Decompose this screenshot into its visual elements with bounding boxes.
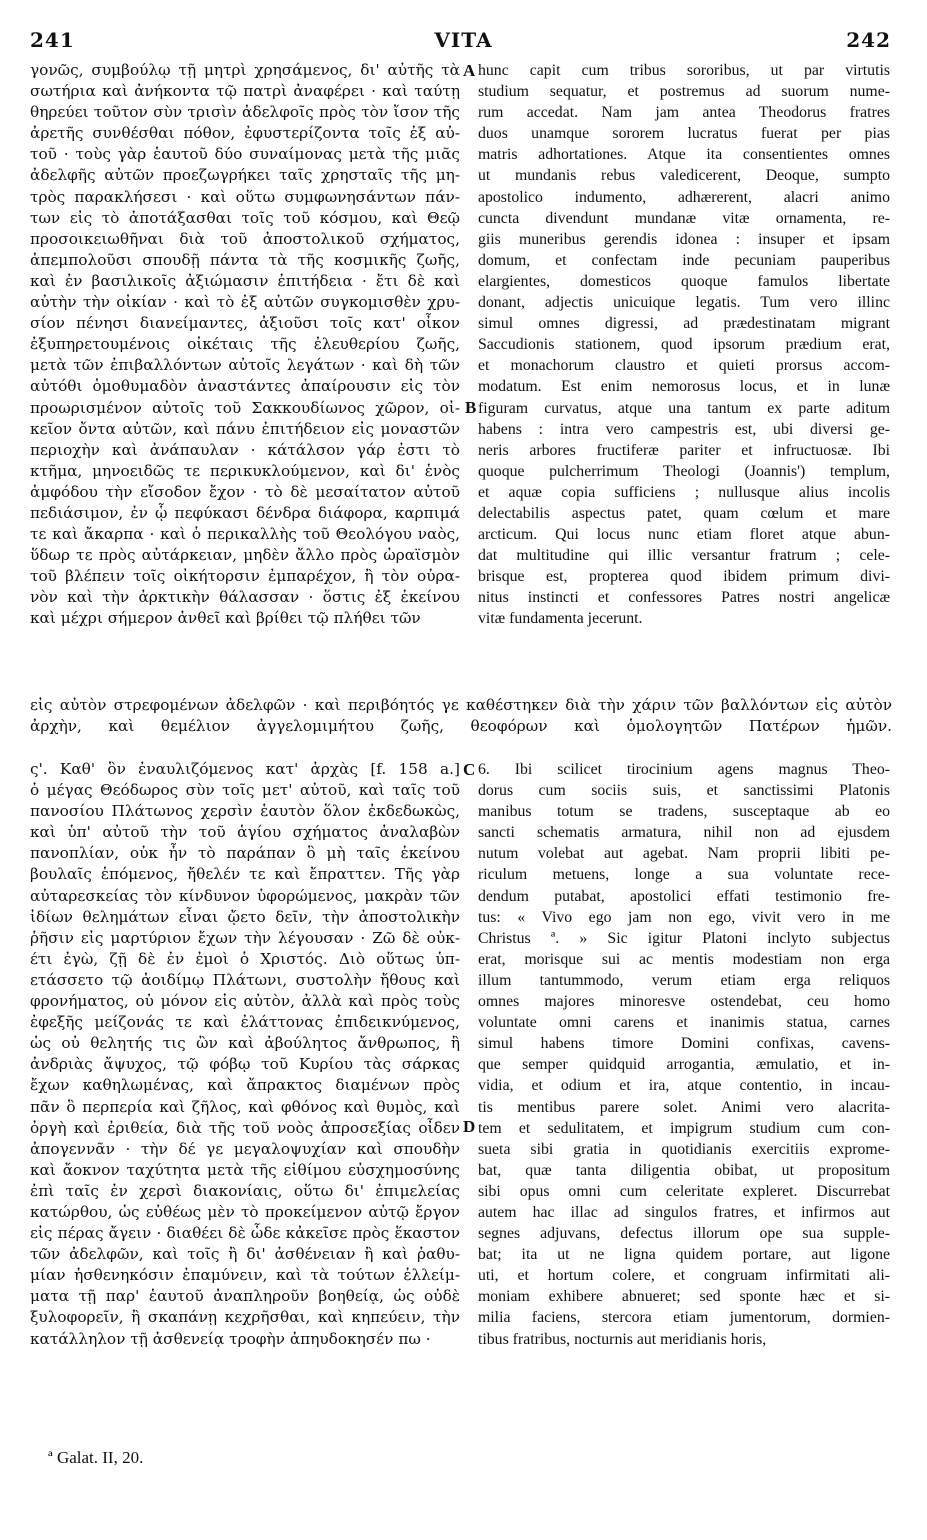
text-line: τοῦ βλέπειν τοῖς οἰκήτορσιν ἐμπαρέχον, ἢ τὸν οὐρα- xyxy=(30,567,460,586)
text-line: μετὰ τῶν ἐπιβαλλόντων αὐτοῖς λεγάτων · καὶ δὴ τῶν xyxy=(30,356,460,375)
text-line: tis mentibus parere solet. Animi vero alacrita- xyxy=(478,1098,890,1116)
text-line: αὐταρεσκείας τὸν κίνδυνον ὑφορώμενος, μακρὰν τῶν xyxy=(30,886,460,905)
text-line: elargientes, domesticos quoque famulos libertate xyxy=(478,272,890,290)
text-line: ς'. Καθ' ὃν ἐναυλιζόμενος κατ' ἀρχὰς [f. 158 a.] xyxy=(30,760,460,778)
text-line: πανοπλίαν, οὐκ ἦν τὸ παράπαν ὃ μὴ ταῖς ἐκείνου xyxy=(30,844,460,863)
text-line: κτῆμα, μηνοειδῶς τε περικυκλούμενον, καὶ δι' ἑνὸς xyxy=(30,461,460,480)
text-line: πᾶν ὃ περπερία καὶ ζῆλος, καὶ φθόνος καὶ θυμὸς, καὶ xyxy=(30,1097,460,1116)
text-line: dat multitudine qui illic versantur fratrum ; cele- xyxy=(478,547,890,565)
right-page-number: 242 xyxy=(846,28,891,52)
text-line: ὡς οὐ θελητής τις ὢν καὶ ἀβούλητος ἄνθρωπος, ἢ xyxy=(30,1034,460,1053)
text-line: illum tantummodo, verum etiam erga reliquos xyxy=(478,971,890,989)
text-line: autem hac illac ad singulos fratres, et infirmos aut xyxy=(478,1203,890,1221)
text-line: ὁ μέγας Θεόδωρος σὺν τοῖς μετ' αὐτοῦ, καὶ ταῖς τοῦ xyxy=(30,781,460,800)
text-line: φρονήματος, οὐ μόνον εἰς αὐτὸν, ἀλλὰ καὶ πρὸς τοὺς xyxy=(30,992,460,1011)
latin-column-top xyxy=(478,60,890,630)
text-line: αὐτόθι ὁμοθυμαδὸν ἀναστάντες ἀπαίρουσιν εἰς τὸν xyxy=(30,377,460,396)
text-line: ἀρετῆς συνθέσθαι πόθον, ἐφυστερίζοντα τοῖς ἐξ αὐ- xyxy=(30,124,460,143)
text-line: bat, quæ tanta diligentia obibat, ut propositum xyxy=(478,1161,890,1179)
text-line: nitus instincti et confessores Patres nostri angelicæ xyxy=(478,589,890,607)
text-line: εἰς αὐτὸν στρεφομένων ἀδελφῶν · καὶ περιβόητός γε καθέστηκεν διὰ τὴν χάριν τῶν βαλλόντων εἰς αὐτὸν xyxy=(30,696,892,714)
text-line: αὐτὴν τὴν οἰκίαν · καὶ τὸ ἐξ αὐτῶν συγκομισθὲν χρυ- xyxy=(30,293,460,312)
text-line: 6. Ibi scilicet tirocinium agens magnus Theo- xyxy=(478,761,890,778)
text-line: brisque est, propterea quod ibidem primum divi- xyxy=(478,568,890,586)
text-line: cuncta divendunt mundanæ vitæ ornamenta, re- xyxy=(478,209,890,227)
text-line: έτι ἐγὼ, ζῇ δὲ ἐν ἐμοὶ ὁ Χριστός. Διὸ οὕτως ὑπ- xyxy=(30,949,460,968)
text-line: ματα τῇ παρ' ἑαυτοῦ ἀναπληροῦν βοηθείᾳ, ὡς οὐδὲ xyxy=(30,1287,460,1306)
text-line: τε καὶ ἄκαρπα · καὶ ὁ περικαλλὴς τοῦ Θεολόγου ναὸς, xyxy=(30,525,460,544)
text-line: omnes majores minoresve ostendebat, ceu homo xyxy=(478,993,890,1011)
margin-mark-a: A xyxy=(463,61,476,80)
text-line: delectabilis aspectus patet, quam cœlum et mare xyxy=(478,504,890,522)
text-line: erat, morisque sui ac mentis modestiam non erga xyxy=(478,950,890,968)
text-line: κατώρθου, ὡς εὐθέως μὲν τὸ προκείμενον αὐτῷ ἔργον xyxy=(30,1202,460,1221)
text-line: studium sequatur, et postremus ad suorum nume- xyxy=(478,83,890,101)
text-line: ἀπογεννᾶν · τὴν δέ γε μεγαλοψυχίαν καὶ σπουδὴν xyxy=(30,1139,460,1158)
text-line: nutum volebat aut agebat. Nam proprii libiti pe- xyxy=(478,845,890,863)
text-line: ἔχων καθηλωμένας, καὶ ἄπρακτος διαμένων πρὸς xyxy=(30,1076,460,1095)
text-line: ἐφεξῆς μείζονάς τε καὶ ἐλάττονας ἐπιδεικνύμενος, xyxy=(30,1013,460,1032)
text-line: dorus cum sociis suis, et sanctissimi Platonis xyxy=(478,782,890,800)
text-line: rum accedat. Nam jam antea Theodorus fratres xyxy=(478,104,890,122)
text-line: ὕδωρ τε πρὸς αὐτάρκειαν, μηδὲν ἄλλο πρὸς ὡραϊσμὸν xyxy=(30,546,460,565)
text-line: manibus totum se tradens, susceptaque ab eo xyxy=(478,803,890,821)
text-line: tibus fratribus, nocturnis aut meridianis horis, xyxy=(478,1330,767,1348)
text-line: que semper quidquid arrogantia, æmulatio, et in- xyxy=(478,1056,890,1074)
text-line: matris adhortationes. Atque ita consentientes omnes xyxy=(478,146,890,164)
text-line: apostolico indumento, adhærerent, alacri animo xyxy=(478,188,890,206)
text-line: sibi opus omni cum celeritate expleret. Discurrebat xyxy=(478,1182,890,1200)
text-line: simul omnes digressi, ad prædestinatam migrant xyxy=(478,315,890,333)
text-line: arcticum. Qui locus nunc etiam floret atque abun- xyxy=(478,526,890,544)
text-line: tem et sedulitatem, et impigrum studium cum con- xyxy=(478,1119,890,1137)
text-line: domum, et confectam inde pecuniam pauperibus xyxy=(478,251,890,269)
text-line: quoque pulcherrimum Theologi (Joannis') templum, xyxy=(478,462,890,480)
text-line: καὶ ἐν βασιλικοῖς ἀξιώμασιν ἐπιτήδεια · ἔτι δὲ καὶ xyxy=(30,271,460,290)
text-line: tus: « Vivo ego jam non ego, vivit vero in me xyxy=(478,908,890,926)
text-line: uti, et hortum colere, et congruam infirmitati ali- xyxy=(478,1267,890,1285)
text-line: donant, adjectis unicuique legatis. Tum vero illinc xyxy=(478,294,890,312)
running-title: VITA xyxy=(434,28,493,52)
text-line: πεδιάσιμον, ἐν ᾧ πεφύκασι δένδρα διάφορα, καρπιμά xyxy=(30,503,460,522)
text-line: πανοσίου Πλάτωνος χερσὶν ἑαυτὸν ὅλον ἐκδεδωκὼς, xyxy=(30,802,460,821)
text-line: ἀδελφῆς αὐτῶν προεζωγρήκει ταῖς χρησταῖς τῆς μη- xyxy=(30,166,460,185)
text-line: εἰς πέρας ἄγειν · διαθέει δὲ ὧδε κἀκεῖσε πρὸς ἕκαστον xyxy=(30,1224,460,1243)
text-line: hunc capit cum tribus sororibus, ut par virtutis xyxy=(478,62,890,79)
text-line: modatum. Est enim nemorosus locus, et in lunæ xyxy=(478,378,890,396)
text-line: Saccudionis stationem, quod ipsorum prædium erat, xyxy=(478,336,890,354)
text-line: ἀμφόδου τὴν εἴσοδον ἔχον · τὸ δὲ μεσαίτατον αὐτοῦ xyxy=(30,482,460,501)
margin-mark-b: B xyxy=(465,398,477,417)
text-line: sancti schematis armatura, nihil non ad ejusdem xyxy=(478,824,890,842)
text-line: moniam exhibere abnueret; sed sponte hæc et si- xyxy=(478,1288,890,1306)
text-line: περιοχὴν καὶ ἀνάπαυλαν · κάτάλσον γάρ ἐστι τὸ xyxy=(30,440,460,459)
text-line: καὶ ἄοκνον ταχύτητα μετὰ τῆς εἰθίμου εὐσχημοσύνης xyxy=(30,1160,460,1179)
text-line: bat; ita ut ne ligna quidem portare, aut ligone xyxy=(478,1246,890,1264)
text-line: ἐξυπηρετουμένοις οἰκέταις τῆς ἐλευθερίου ζωῆς, xyxy=(30,335,460,354)
text-line: milia faciens, stercora etiam jumentorum, dormien- xyxy=(478,1309,890,1327)
text-line: ῥῆσιν εἰς μαρτύριον ἔχων τὴν λέγουσαν · Ζῶ δὲ οὐκ- xyxy=(30,928,460,947)
text-line: duos unamque sororem lucratus fuerat per pias xyxy=(478,125,890,143)
text-line: γονῶς, συμβούλῳ τῇ μητρὶ χρησάμενος, δι' αὐτῆς τὰ xyxy=(30,61,460,79)
greek-column-bottom xyxy=(30,759,460,1350)
text-line: et monachorum claustro et quieti prorsus accom- xyxy=(478,357,890,375)
text-line: Christus ª. » Sic igitur Platoni inclyto subjectus xyxy=(478,929,890,947)
text-line: θηρεύει τοῦτον σὺν τρισὶν ἀδελφοῖς πρὸς τὸν ἴσον τῆς xyxy=(30,103,460,122)
margin-mark-d: D xyxy=(463,1117,476,1136)
text-line: κατάλληλον τῇ ἀσθενείᾳ τροφὴν ἀπηυδοκησέν πω · xyxy=(30,1329,431,1348)
text-line: ut mundanis rebus valedicerent, Deoque, sumpto xyxy=(478,167,890,185)
text-line: simul habens timore Domini confixas, cavens- xyxy=(478,1035,890,1053)
text-line: ἰδίων θελημάτων εἶναι ᾤετο δεῖν, τὴν ἀποστολικὴν xyxy=(30,907,460,926)
margin-mark-c: C xyxy=(463,760,476,779)
text-line: τρὸς παρακλήσεσι · καὶ οὕτω συμφωνησάντων πάν- xyxy=(30,187,460,206)
text-line: προσοικειωθῆναι διὰ τοῦ ἀποστολικοῦ σχήματος, xyxy=(30,229,460,248)
latin-column-bottom xyxy=(478,759,890,1350)
greek-column-top xyxy=(30,60,460,630)
text-line: ἀρχὴν, καὶ θεμέλιον ἀγγελομιμήτου ζωῆς, θεοφόρων καὶ ὁμολογητῶν Πατέρων ἡμῶν. xyxy=(30,717,892,736)
text-line: sueta sibi gratia in quotidianis exercitiis exprome- xyxy=(478,1140,890,1158)
text-line: voluntate omni carens et inanimis statua, carnes xyxy=(478,1014,890,1032)
text-line: κεῖον ὄντα αὐτῶν, καὶ πάνυ ἐπιτήδειον εἰς μοναστῶν xyxy=(30,419,460,438)
text-line: habens : intra vero campestris est, ubi diversi ge- xyxy=(478,420,890,438)
text-line: et aquæ copia sufficiens ; nullusque alius incolis xyxy=(478,483,890,501)
footnote: ª Galat. II, 20. xyxy=(48,1448,144,1467)
text-line: figuram curvatus, atque una tantum ex parte aditum xyxy=(478,399,890,417)
text-line: σίον πένησι διανείμαντες, ἀξιοῦσι τοῖς κατ' οἶκον xyxy=(30,314,460,333)
text-line: βουλαῖς ἑπόμενος, ἤθελέν τε καὶ ἔπραττεν. Τῆς γὰρ xyxy=(30,865,460,884)
text-line: ἐπὶ ταῖς ἐν χερσὶ διακονίαις, οὕτω δι' ἐπιμελείας xyxy=(30,1181,460,1200)
text-line: neris arbores fructiferæ pariter et infructuosæ. Ibi xyxy=(478,441,890,459)
text-line: ετάσσετο τῷ ἀοιδίμῳ Πλάτωνι, συστολὴν ἤθους καὶ xyxy=(30,970,460,989)
text-line: νὸν καὶ τὴν ἀρκτικὴν θάλασσαν · ὅστις ἐξ ἐκείνου xyxy=(30,588,460,607)
left-page-number: 241 xyxy=(30,28,75,52)
text-line: ἀπεμπολοῦσι σπουδῇ πάντα τὰ τῆς κοσμικῆς ζωῆς, xyxy=(30,250,460,269)
text-line: ἀνδριὰς ἄψυχος, τῷ φόβῳ τοῦ Κυρίου τὰς σάρκας xyxy=(30,1055,460,1074)
text-line: μίαν ἡσθενηκόσιν ἐπαμύνειν, καὶ τὰ τούτων ἐλλείμ- xyxy=(30,1266,460,1285)
full-width-lines xyxy=(30,695,892,737)
text-line: riculum metuens, longe a sua voluntate rece- xyxy=(478,866,890,884)
text-line: dendum putabat, apostolici effati testimonio fre- xyxy=(478,887,890,905)
text-line: τοῦ · τοὺς γὰρ ἑαυτοῦ δύο συναίμονας μετὰ τῆς μιᾶς xyxy=(30,145,460,164)
text-line: προωρισμένον αὐτοῖς τοῦ Σακκουδίωνος χῶρον, οἰ- xyxy=(30,398,460,417)
text-line: ὀργὴ καὶ ἐριθεία, διὰ τῆς τοῦ νοὸς ἀπροσεξίας οἶδεν xyxy=(30,1118,460,1137)
text-line: segnes adjuvans, defectus illorum ope sua supple- xyxy=(478,1225,890,1243)
text-line: giis muneribus gerendis idonea : insuper et ipsam xyxy=(478,230,890,248)
text-line: των εἰς τὸ ἀποτάξασθαι τοῖς τοῦ κόσμου, καὶ Θεῷ xyxy=(30,208,460,227)
text-line: καὶ μέχρι σήμερον ἀνθεῖ καὶ βρίθει τῷ πλήθει τῶν xyxy=(30,609,421,628)
text-line: τῶν ἀδελφῶν, καὶ τοῖς ἢ δι' ἀσθένειαν ἢ καὶ ῥαθυ- xyxy=(30,1245,460,1264)
text-line: σωτήρια καὶ ἀνήκοντα τῷ πατρὶ ἀναφέρει · καὶ ταύτῃ xyxy=(30,82,460,101)
text-line: vidia, et odium et ira, atque contentio, in incau- xyxy=(478,1077,890,1095)
text-line: ξυλοφορεῖν, ἢ σκαπάνῃ κεχρῆσθαι, καὶ κηπεύειν, τὴν xyxy=(30,1308,460,1327)
text-line: vitæ fundamenta jecerunt. xyxy=(478,610,643,628)
text-line: καὶ ὑπ' αὐτοῦ τὴν τοῦ ἁγίου σχήματος ἀναλαβὼν xyxy=(30,823,460,842)
